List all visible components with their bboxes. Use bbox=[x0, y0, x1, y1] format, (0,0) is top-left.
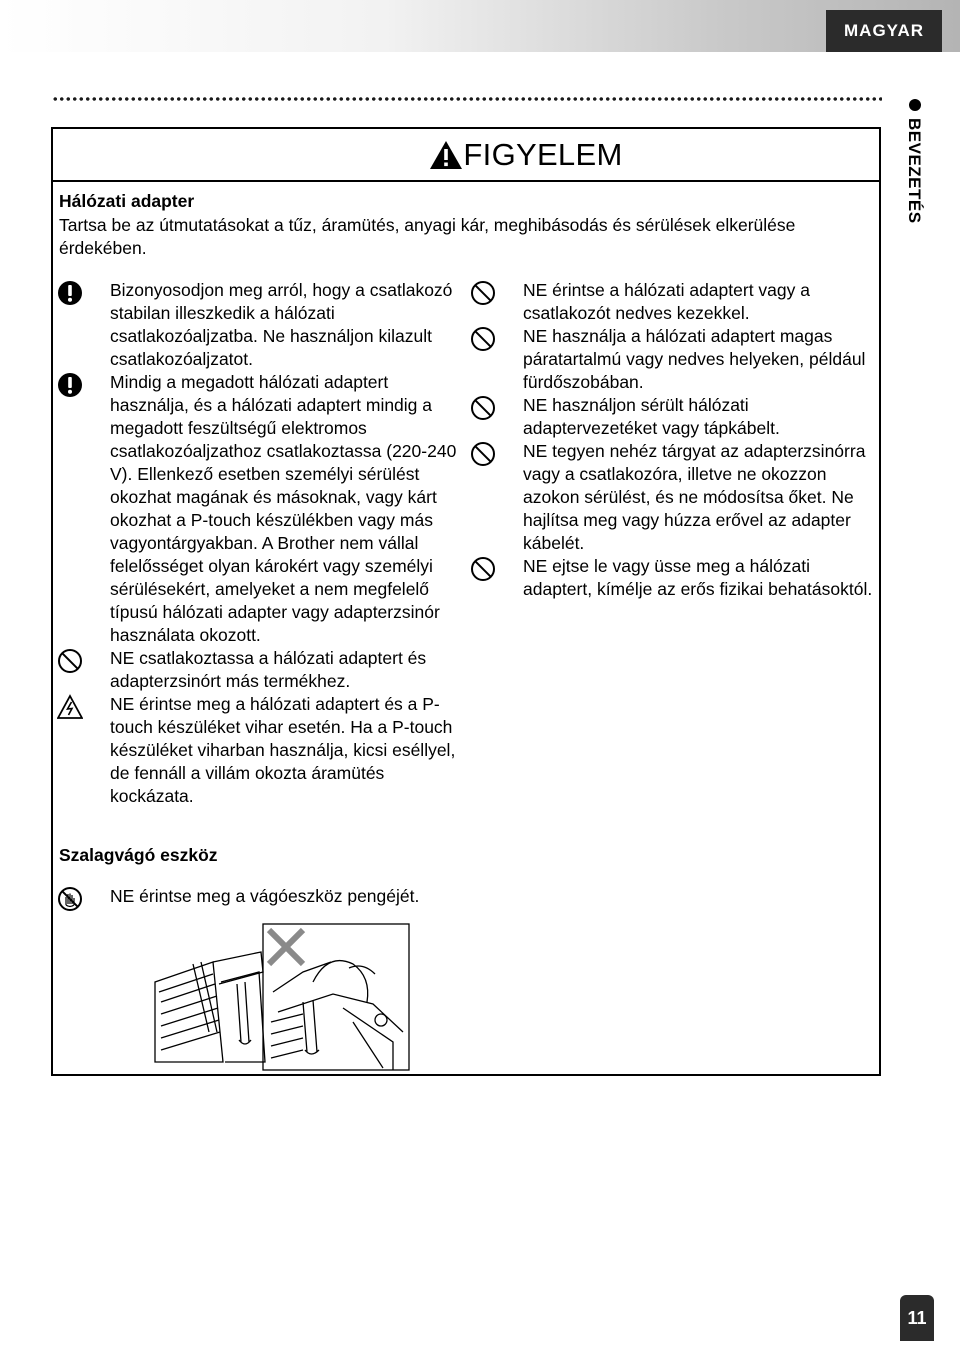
language-tab: MAGYAR bbox=[826, 10, 942, 52]
page-number: 11 bbox=[900, 1295, 934, 1341]
exclamation-icon bbox=[57, 280, 83, 306]
warning-title-bar bbox=[53, 129, 879, 182]
cutter-heading: Szalagvágó eszköz bbox=[59, 845, 218, 865]
warning-triangle-icon bbox=[429, 140, 463, 170]
cutter-list bbox=[59, 885, 859, 908]
list-item: NE érintse meg a hálózati adaptert és a P-touch készüléket vihar esetén. Ha a P-touch készüléket viharban használja, kicsi eséllyel, de fennáll a villám okozta áramütés kockázata. bbox=[59, 693, 464, 808]
intro-text: Tartsa be az útmutatásokat a tűz, áramütés, anyagi kár, meghibásodás és sérülések elkerülése érdekében. bbox=[59, 215, 796, 258]
left-column bbox=[59, 279, 464, 808]
list-item: NE ejtse le vagy üsse meg a hálózati adaptert, kímélje az erős fizikai behatásoktól. bbox=[472, 555, 877, 601]
prohibited-icon bbox=[470, 280, 496, 306]
section-side-label: BEVEZETÉS bbox=[905, 118, 924, 224]
list-item: NE használja a hálózati adaptert magas páratartalmú vagy nedves helyeken, például fürdőszobában. bbox=[472, 325, 877, 394]
list-item: NE érintse a hálózati adaptert vagy a csatlakozót nedves kezekkel. bbox=[472, 279, 877, 325]
section-bullet-icon bbox=[909, 99, 921, 111]
prohibited-icon bbox=[57, 648, 83, 674]
no-touch-icon bbox=[57, 886, 83, 912]
list-item: NE érintse meg a vágóeszköz pengéjét. bbox=[59, 885, 859, 908]
exclamation-icon bbox=[57, 372, 83, 398]
prohibited-icon bbox=[470, 395, 496, 421]
warning-title: FIGYELEM bbox=[463, 136, 623, 172]
electric-shock-icon bbox=[57, 694, 83, 720]
list-item: NE használjon sérült hálózati adaptervezetéket vagy tápkábelt. bbox=[472, 394, 877, 440]
prohibited-icon bbox=[470, 556, 496, 582]
prohibited-icon bbox=[470, 441, 496, 467]
list-item: NE tegyen nehéz tárgyat az adapterzsinórra vagy a csatlakozóra, illetve ne okozzon azokon sérülést, és ne módosítsa őket. Ne hajlítsa meg vagy húzza erővel az adapter kábelét. bbox=[472, 440, 877, 555]
adapter-heading: Hálózati adapter bbox=[59, 191, 195, 211]
list-item: Mindig a megadott hálózati adaptert használja, és a hálózati adaptert mindig a megadott feszültségű elektromos csatlakozóaljzathoz csatlakoztassa (220-240 V). Ellenkező esetben személyi sérülést okozhat magának és másoknak, vagy kárt okozhat a P-touch készülékben vagy más vagyontárgyakban. A Brother nem vállal felelősséget olyan károkért vagy személyi sérülésekért, amelyeket a nem megfelelő típusú hálózati adapter vagy adapterzsinór használata okozott. bbox=[59, 371, 464, 647]
list-item: Bizonyosodjon meg arról, hogy a csatlakozó stabilan illeszkedik a hálózati csatlakozóaljzatba. Ne használjon kilazult csatlakozóaljzatot. bbox=[59, 279, 464, 371]
header-bar bbox=[0, 0, 960, 52]
list-item: NE csatlakoztassa a hálózati adaptert és adapterzsinórt más termékhez. bbox=[59, 647, 464, 693]
warning-box bbox=[51, 127, 881, 1076]
right-column bbox=[472, 279, 877, 601]
prohibited-icon bbox=[470, 326, 496, 352]
dotted-rule bbox=[52, 96, 882, 102]
cutter-blade-illustration bbox=[153, 922, 413, 1072]
